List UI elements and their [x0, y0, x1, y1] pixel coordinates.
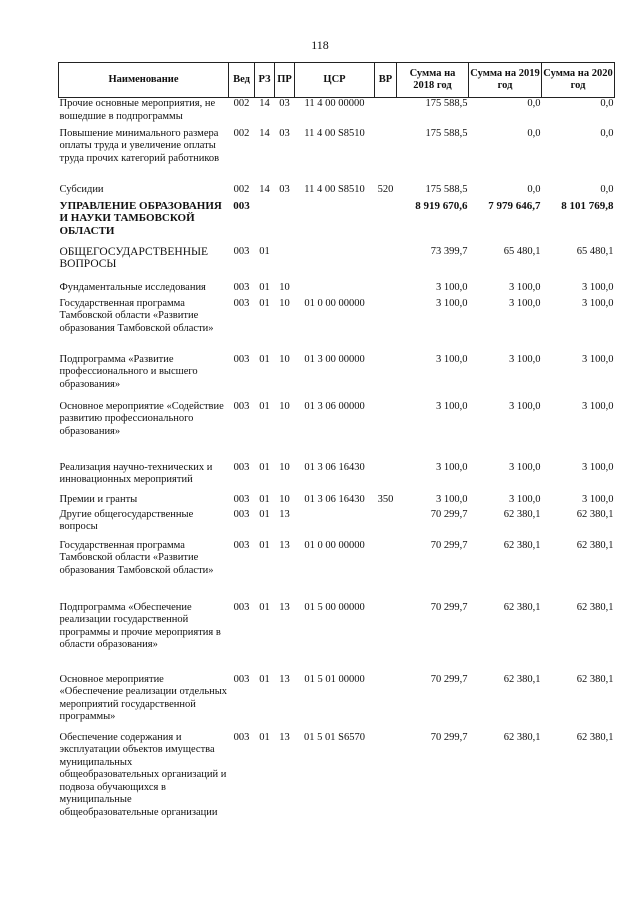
row-sum-2019: 3 100,0 — [509, 353, 541, 365]
row-name: Обеспечение содержания и эксплуатации объектов имущества муниципальных общеобразовательных организаций и подвоза обучающихся в муниципальные общеобразовательные организации — [59, 731, 227, 818]
row-csr — [295, 246, 375, 282]
row-csr: 01 3 06 16430 — [304, 493, 365, 505]
row-sum-2018: 73 399,7 — [430, 245, 468, 257]
row-csr — [295, 282, 375, 298]
table-row — [59, 200, 615, 246]
row-sum-2020: 62 380,1 — [576, 731, 614, 743]
row-name: Государственная программа Тамбовской области «Развитие образования Тамбовской области» — [59, 297, 214, 334]
row-pr: 10 — [279, 281, 290, 293]
table-row — [59, 494, 615, 509]
row-csr: 01 5 00 00000 — [304, 601, 365, 613]
row-rz: 01 — [259, 400, 270, 412]
row-pr: 13 — [279, 601, 290, 613]
col-header-ved: Вед — [229, 63, 255, 98]
row-sum-2020: 62 380,1 — [576, 601, 614, 613]
row-pr: 10 — [279, 461, 290, 473]
row-rz: 01 — [259, 281, 270, 293]
row-sum-2018: 175 588,5 — [425, 183, 468, 195]
table-row — [59, 602, 615, 674]
row-csr: 01 5 01 00000 — [304, 673, 365, 685]
row-vr — [375, 509, 397, 540]
row-csr: 11 4 00 S8510 — [304, 183, 365, 195]
row-sum-2018: 70 299,7 — [430, 539, 468, 551]
row-name: Повышение минимального размера оплаты труда и увеличение оплаты труда прочих категорий работников — [59, 127, 220, 164]
budget-table — [58, 62, 615, 847]
row-sum-2020: 0,0 — [600, 127, 614, 139]
row-name: Основное мероприятие «Содействие развитию профессионального образования» — [59, 400, 224, 437]
row-sum-2019: 7 979 646,7 — [488, 199, 541, 212]
row-rz: 01 — [259, 353, 270, 365]
row-vr — [375, 246, 397, 282]
row-vr — [375, 674, 397, 732]
row-sum-2019: 65 480,1 — [503, 245, 541, 257]
row-sum-2020: 3 100,0 — [582, 461, 614, 473]
row-sum-2019: 62 380,1 — [503, 731, 541, 743]
col-header-csr: ЦСР — [295, 63, 375, 98]
row-rz: 01 — [259, 297, 270, 309]
col-header-pr: ПР — [275, 63, 295, 98]
row-pr: 13 — [279, 508, 290, 520]
row-ved: 003 — [233, 245, 250, 257]
row-sum-2019: 3 100,0 — [509, 297, 541, 309]
row-rz — [255, 200, 275, 246]
row-pr: 10 — [279, 353, 290, 365]
col-header-rz: РЗ — [255, 63, 275, 98]
row-ved: 003 — [233, 601, 250, 613]
table-row — [59, 128, 615, 184]
row-sum-2018: 3 100,0 — [436, 353, 468, 365]
row-sum-2019: 62 380,1 — [503, 601, 541, 613]
row-sum-2019: 3 100,0 — [509, 461, 541, 473]
row-vr — [375, 354, 397, 401]
col-header-name: Наименование — [59, 63, 229, 98]
row-sum-2018: 3 100,0 — [436, 281, 468, 293]
row-ved: 003 — [233, 539, 250, 551]
row-name: Подпрограмма «Развитие профессионального и высшего образования» — [59, 353, 198, 390]
row-name: ОБЩЕГОСУДАРСТВЕННЫЕ ВОПРОСЫ — [59, 245, 209, 270]
row-name: Премии и гранты — [59, 493, 138, 505]
row-pr: 03 — [279, 127, 290, 139]
row-pr: 10 — [279, 297, 290, 309]
row-pr: 03 — [279, 183, 290, 195]
row-rz: 01 — [259, 731, 270, 743]
row-sum-2020: 65 480,1 — [576, 245, 614, 257]
row-sum-2020: 0,0 — [600, 98, 614, 109]
row-name: Реализация научно-технических и инновационных мероприятий — [59, 461, 213, 485]
row-sum-2019: 62 380,1 — [503, 673, 541, 685]
table-body — [59, 98, 615, 847]
page-number: 118 — [311, 38, 329, 52]
table-row — [59, 732, 615, 847]
table-row — [59, 509, 615, 540]
row-sum-2019: 62 380,1 — [503, 539, 541, 551]
row-sum-2020: 3 100,0 — [582, 297, 614, 309]
row-sum-2019: 3 100,0 — [509, 281, 541, 293]
row-sum-2019: 3 100,0 — [509, 400, 541, 412]
table-row — [59, 184, 615, 200]
table-row — [59, 246, 615, 282]
row-sum-2018: 70 299,7 — [430, 508, 468, 520]
row-ved: 003 — [233, 731, 250, 743]
table-row — [59, 298, 615, 354]
row-sum-2019: 0,0 — [527, 98, 541, 109]
row-sum-2020: 3 100,0 — [582, 493, 614, 505]
row-ved: 003 — [233, 199, 250, 212]
row-csr: 11 4 00 S8510 — [304, 127, 365, 139]
row-vr — [375, 98, 397, 128]
row-sum-2020: 62 380,1 — [576, 539, 614, 551]
row-ved: 003 — [233, 461, 250, 473]
row-rz: 01 — [259, 493, 270, 505]
row-ved: 003 — [233, 400, 250, 412]
row-rz: 14 — [259, 183, 270, 195]
row-sum-2020: 8 101 769,8 — [561, 199, 614, 212]
row-csr: 01 3 06 16430 — [304, 461, 365, 473]
col-header-sum-2019: Сумма на 2019 год — [469, 63, 542, 98]
row-name: Другие общегосударственные вопросы — [59, 508, 194, 532]
row-csr: 01 3 06 00000 — [304, 400, 365, 412]
row-rz: 01 — [259, 461, 270, 473]
row-name: Субсидии — [59, 183, 104, 195]
row-csr — [295, 509, 375, 540]
table-row — [59, 282, 615, 298]
row-sum-2019: 0,0 — [527, 183, 541, 195]
row-pr — [275, 200, 295, 246]
row-name: УПРАВЛЕНИЕ ОБРАЗОВАНИЯ И НАУКИ ТАМБОВСКОЙ ОБЛАСТИ — [59, 199, 222, 237]
row-rz: 01 — [259, 673, 270, 685]
table-row — [59, 401, 615, 462]
row-sum-2018: 3 100,0 — [436, 461, 468, 473]
col-header-sum-2020: Сумма на 2020 год — [542, 63, 615, 98]
row-csr: 01 0 00 00000 — [304, 539, 365, 551]
row-vr — [375, 298, 397, 354]
row-csr: 01 0 00 00000 — [304, 297, 365, 309]
row-sum-2019: 62 380,1 — [503, 508, 541, 520]
row-ved: 003 — [233, 297, 250, 309]
row-csr: 11 4 00 00000 — [304, 98, 365, 109]
row-sum-2018: 175 588,5 — [425, 127, 468, 139]
row-csr: 01 3 00 00000 — [304, 353, 365, 365]
row-vr — [375, 540, 397, 602]
row-pr: 13 — [279, 673, 290, 685]
row-ved: 002 — [233, 98, 250, 109]
row-sum-2020: 62 380,1 — [576, 673, 614, 685]
row-vr — [375, 462, 397, 494]
row-rz: 14 — [259, 98, 270, 109]
row-ved: 003 — [233, 673, 250, 685]
row-csr — [295, 200, 375, 246]
row-name: Фундаментальные исследования — [59, 281, 206, 293]
col-header-sum-2018: Сумма на 2018 год — [397, 63, 469, 98]
row-rz: 01 — [259, 601, 270, 613]
row-sum-2019: 0,0 — [527, 127, 541, 139]
row-name: Государственная программа Тамбовской области «Развитие образования Тамбовской области» — [59, 539, 214, 576]
row-ved: 002 — [233, 183, 250, 195]
row-sum-2018: 3 100,0 — [436, 493, 468, 505]
table-row — [59, 462, 615, 494]
row-pr: 13 — [279, 539, 290, 551]
row-sum-2020: 3 100,0 — [582, 281, 614, 293]
row-vr — [375, 200, 397, 246]
row-vr — [375, 282, 397, 298]
row-ved: 003 — [233, 508, 250, 520]
row-sum-2020: 3 100,0 — [582, 400, 614, 412]
table-row — [59, 540, 615, 602]
table-header-row — [59, 63, 615, 98]
row-vr — [375, 732, 397, 847]
row-vr: 350 — [377, 493, 394, 505]
row-sum-2018: 3 100,0 — [436, 297, 468, 309]
row-sum-2020: 3 100,0 — [582, 353, 614, 365]
row-pr: 13 — [279, 731, 290, 743]
table-row — [59, 98, 615, 128]
row-rz: 01 — [259, 245, 270, 257]
row-sum-2018: 70 299,7 — [430, 731, 468, 743]
row-ved: 003 — [233, 353, 250, 365]
row-pr — [275, 246, 295, 282]
row-sum-2018: 70 299,7 — [430, 673, 468, 685]
row-name: Основное мероприятие «Обеспечение реализации отдельных мероприятий государственной программы» — [59, 673, 228, 722]
row-sum-2020: 0,0 — [600, 183, 614, 195]
table-row — [59, 354, 615, 401]
row-sum-2019: 3 100,0 — [509, 493, 541, 505]
row-sum-2018: 3 100,0 — [436, 400, 468, 412]
row-ved: 003 — [233, 281, 250, 293]
row-ved: 002 — [233, 127, 250, 139]
row-vr — [375, 128, 397, 184]
col-header-vr: ВР — [375, 63, 397, 98]
row-vr — [375, 401, 397, 462]
row-pr: 10 — [279, 493, 290, 505]
row-sum-2020: 62 380,1 — [576, 508, 614, 520]
row-name: Подпрограмма «Обеспечение реализации государственной программы и прочие мероприятия в области образования» — [59, 601, 221, 650]
row-pr: 10 — [279, 400, 290, 412]
row-pr: 03 — [279, 98, 290, 109]
row-vr — [375, 602, 397, 674]
row-vr: 520 — [377, 183, 394, 195]
row-ved: 003 — [233, 493, 250, 505]
row-csr: 01 5 01 S6570 — [304, 731, 365, 743]
row-sum-2018: 175 588,5 — [425, 98, 468, 109]
table-row — [59, 674, 615, 732]
row-rz: 01 — [259, 508, 270, 520]
row-rz: 14 — [259, 127, 270, 139]
row-sum-2018: 8 919 670,6 — [415, 199, 468, 212]
row-sum-2018: 70 299,7 — [430, 601, 468, 613]
row-rz: 01 — [259, 539, 270, 551]
row-name: Прочие основные мероприятия, не вошедшие в подпрограммы — [59, 98, 216, 122]
